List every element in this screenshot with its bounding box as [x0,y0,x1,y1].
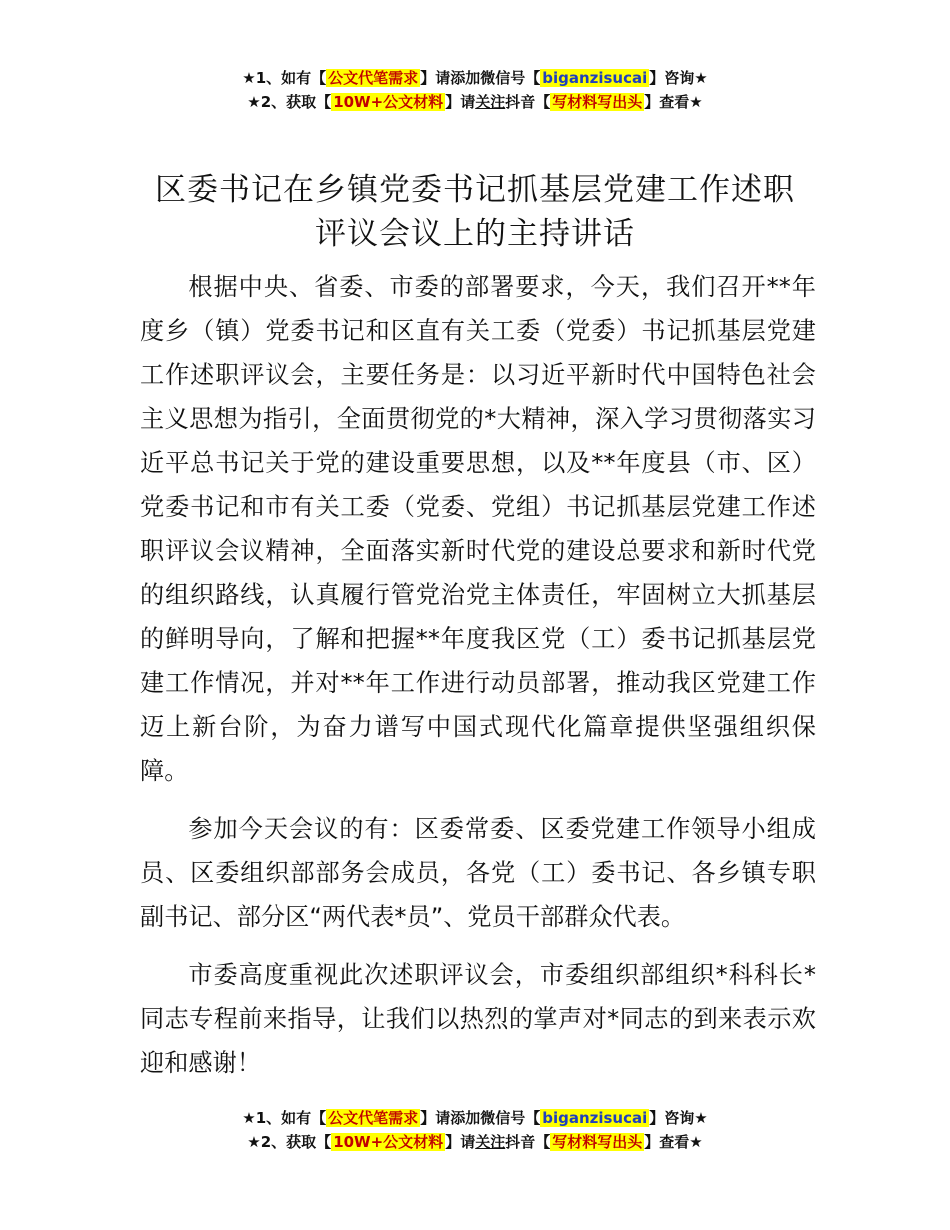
highlight-douyin: 写材料写出头 [552,93,643,111]
header-banner [0,66,950,114]
paragraph-2: 参加今天会议的有：区委常委、区委党建工作领导小组成员、区委组织部部务会成员，各党（工）委书记、各乡镇专职副书记、部分区“两代表*员”、党员干部群众代表。 [140,815,816,931]
banner-line-2: ★2、获取【 10W+公文材料 】请关注抖音【 写材料写出头 】查看★ [247,1133,703,1151]
footer-banner [0,1106,950,1154]
banner-line-1: ★1、如有【 公文代笔需求 】请添加微信号【 biganzisucai 】咨询★ [242,69,708,87]
paragraph-1: 根据中央、省委、市委的部署要求，今天，我们召开**年度乡（镇）党委书记和区直有关工委（党委）书记抓基层党建工作述职评议会，主要任务是：以习近平新时代中国特色社会主义思想为指引，全面贯彻党的*大精神，深入学习贯彻落实习近平总书记关于党的建设重要思想，以及**年度县（市、区）党委书记和市有关工委（党委、党组）书记抓基层党建工作述职评议会议精神，全面落实新时代党的建设总要求和新时代党的组织路线，认真履行管党治党主体责任，牢固树立大抓基层的鲜明导向，了解和把握**年度我区党（工）委书记抓基层党建工作情况，并对**年工作进行动员部署，推动我区党建工作迈上新台阶，为奋力谱写中国式现代化篇章提供坚强组织保障。 [140,273,816,785]
banner-line-2: ★2、获取【 10W+公文材料 】请关注抖音【 写材料写出头 】查看★ [247,93,703,111]
highlight-wechat-id: biganzisucai [542,1109,648,1127]
title-line-2: 评议会议上的主持讲话 [315,216,635,252]
document-body [140,265,816,1099]
highlight-ghostwriting: 公文代笔需求 [328,1109,419,1127]
banner-line-1: ★1、如有【 公文代笔需求 】请添加微信号【 biganzisucai 】咨询★ [242,1109,708,1127]
title-line-1: 区委书记在乡镇党委书记抓基层党建工作述职 [155,172,795,208]
highlight-materials: 10W+公文材料 [333,1133,444,1151]
highlight-materials: 10W+公文材料 [333,93,444,111]
paragraph-3: 市委高度重视此次述职评议会，市委组织部组织*科科长*同志专程前来指导，让我们以热烈的掌声对*同志的到来表示欢迎和感谢！ [140,961,816,1077]
highlight-ghostwriting: 公文代笔需求 [328,69,419,87]
highlight-douyin: 写材料写出头 [552,1133,643,1151]
highlight-wechat-id: biganzisucai [542,69,648,87]
document-title [110,168,840,256]
